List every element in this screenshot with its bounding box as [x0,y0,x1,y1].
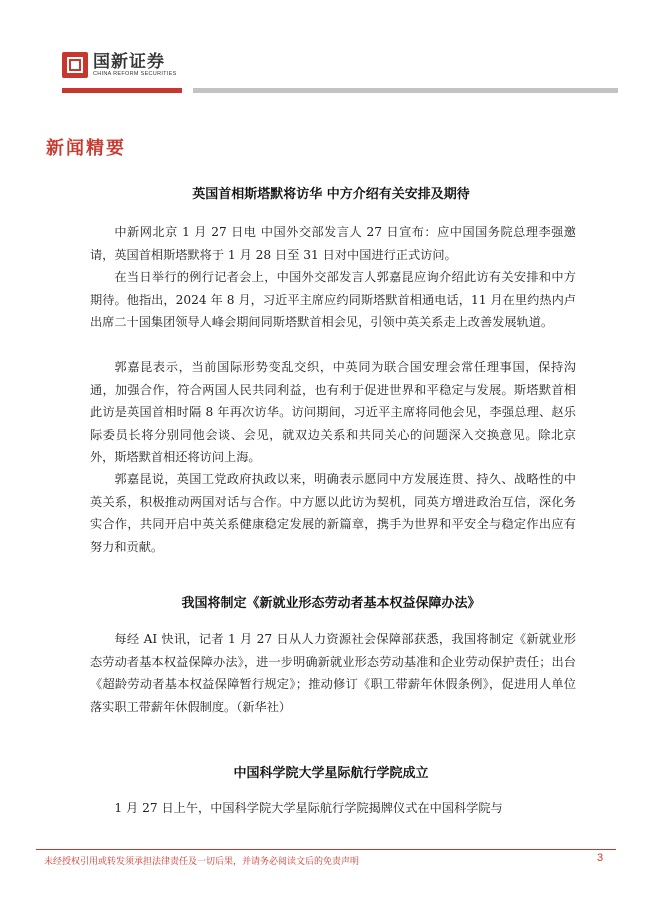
footer-disclaimer: 未经授权引用或转发须承担法律责任及一切后果，并请务必阅读文后的免责声明 [44,857,360,867]
article-1-paragraph-4: 郭嘉昆说，英国工党政府执政以来，明确表示愿同中方发展连贯、持久、战略性的中英关系，积极推动两国对话与合作。中方愿以此访为契机，同英方增进政治互信，深化务实合作，共同开启中英关系健康稳定发展的新篇章，携手为世界和平安全与稳定作出应有努力和贡献。 [90,472,576,554]
article-2-paragraph-1: 每经 AI 快讯，记者 1 月 27 日从人力资源社会保障部获悉，我国将制定《新就业形态劳动者基本权益保障办法》，进一步明确新就业形态劳动基准和企业劳动保护责任；出台《超龄劳动者基本权益保障暂行规定》；推动修订《职工带薪年休假条例》，促进用人单位落实职工带薪年休假制度。（新华社） [90,632,576,714]
article-1-paragraph-3: 郭嘉昆表示，当前国际形势变乱交织，中英同为联合国安理会常任理事国，保持沟通，加强合作，符合两国人民共同利益，也有利于促进世界和平稳定与发展。斯塔默首相此访是英国首相时隔 8 年再次访华。访问期间，习近平主席将同他会见，李强总理、赵乐际委员长将分别同他会谈、会见，就双边关系和共同关心的问题深入交换意见。除北京外，斯塔默首相还将访问上海。 [90,360,576,464]
article-title-3: 中国科学院大学星际航行学院成立 [233,766,429,781]
page-number: 3 [597,852,604,864]
logo-mark-icon [62,52,88,78]
header-bar-gray [193,88,618,93]
logo-cn: 国新证券 [93,51,165,72]
article-3-paragraph-1: 1 月 27 日上午，中国科学院大学星际航行学院揭牌仪式在中国科学院与 [114,801,503,815]
article-1-paragraph-1: 中新网北京 1 月 27 日电 中国外交部发言人 27 日宣布：应中国国务院总理李强邀请，英国首相斯塔默将于 1 月 28 日至 31 日对中国进行正式访问。 [90,225,576,262]
logo-en: CHINA REFORM SECURITIES [93,70,177,77]
article-1-paragraph-2: 在当日举行的例行记者会上，中国外交部发言人郭嘉昆应询介绍此访有关安排和中方期待。他指出，2024 年 8 月，习近平主席应约同斯塔默首相通电话，11 月在里约热内卢出席二十国集团领导人峰会期间同斯塔默首相会见，引领中英关系走上改善发展轨道。 [90,270,576,329]
header-logo [62,52,177,78]
header-bar-red [62,88,182,93]
section-title: 新闻精要 [46,138,126,159]
article-title-1: 英国首相斯塔默将访华 中方介绍有关安排及期待 [192,187,470,202]
article-title-2: 我国将制定《新就业形态劳动者基本权益保障办法》 [181,596,481,611]
footer-divider [36,849,616,850]
